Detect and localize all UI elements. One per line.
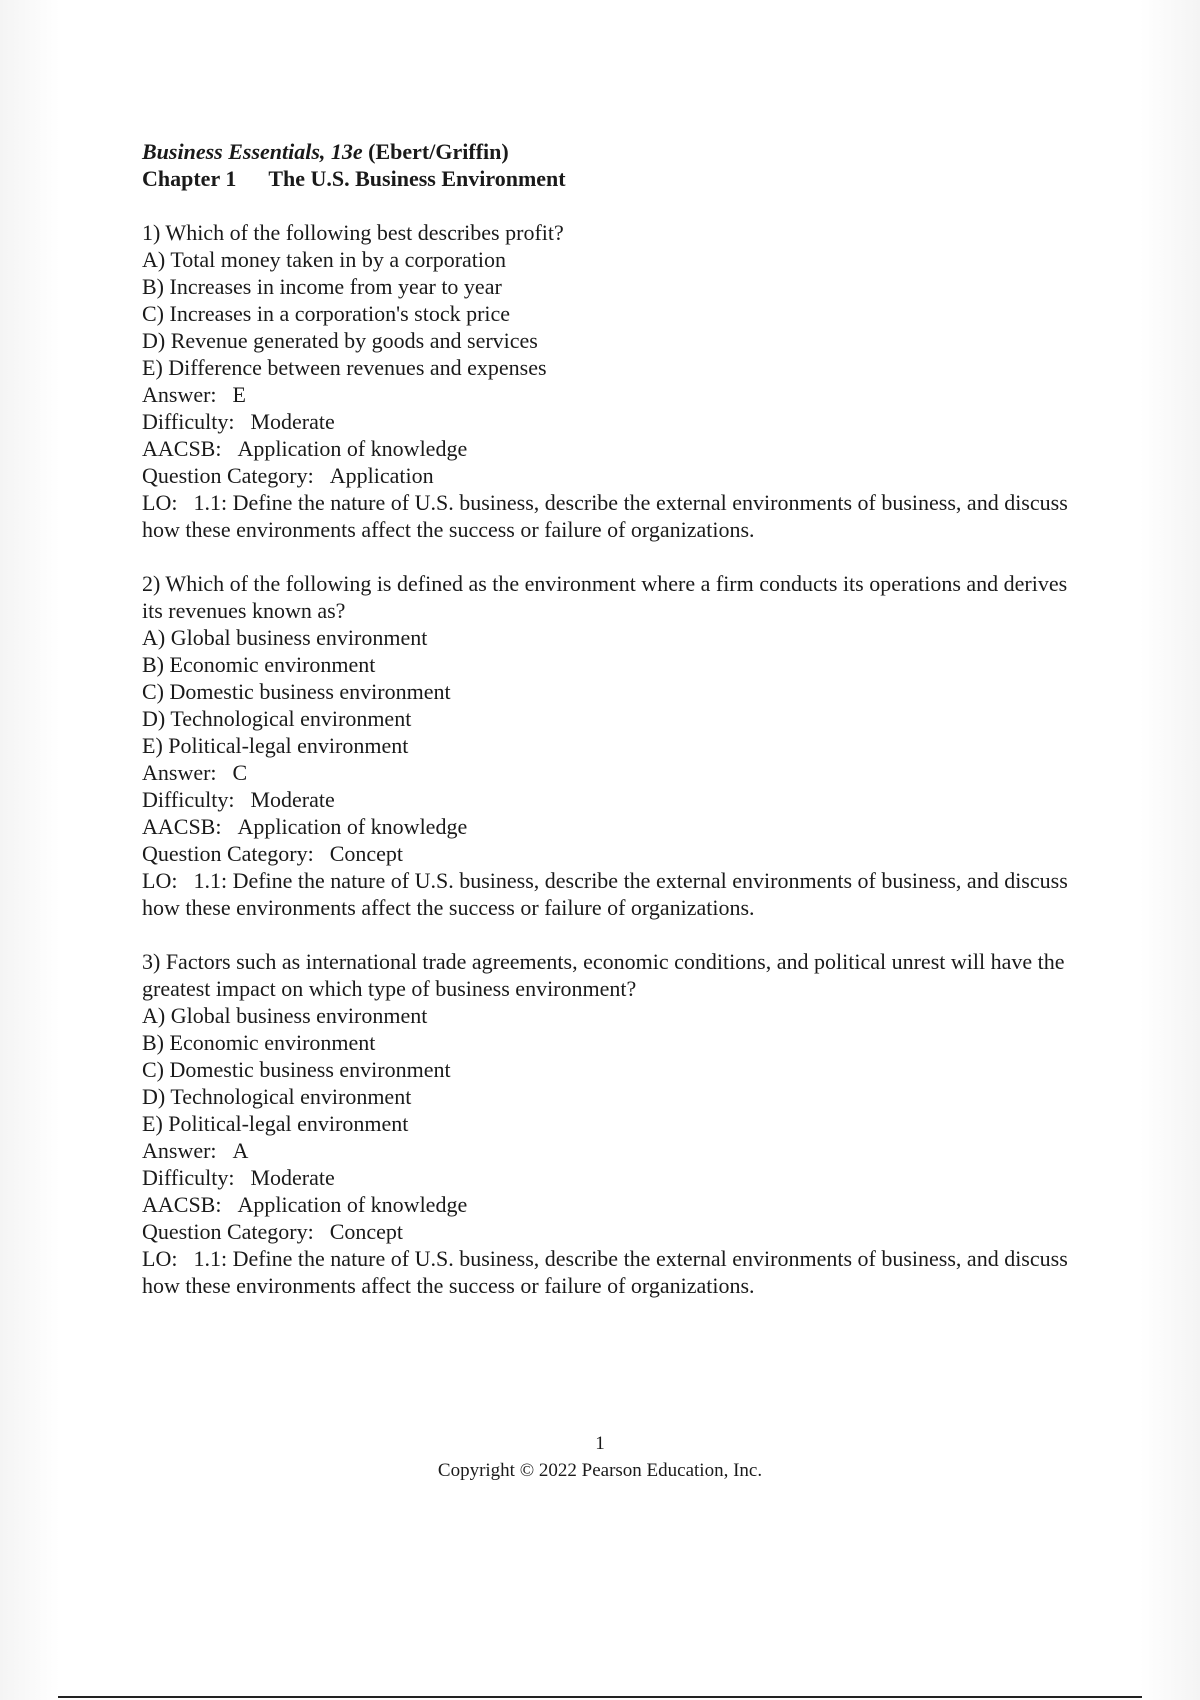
page-number: 1 xyxy=(595,1433,605,1454)
answer-line xyxy=(142,381,1082,408)
question-block xyxy=(142,570,1082,921)
book-title-line xyxy=(142,138,1082,165)
aacsb-label: AACSB: xyxy=(142,1192,222,1217)
answer-line xyxy=(142,1137,1082,1164)
question-stem: 1) Which of the following best describes profit? xyxy=(142,220,564,245)
aacsb-line xyxy=(142,813,1082,840)
lo-line xyxy=(142,867,1082,921)
category-label: Question Category: xyxy=(142,841,314,866)
category-value: Application xyxy=(329,463,434,488)
answer-option: A) Global business environment xyxy=(142,1003,428,1028)
lo-label: LO: xyxy=(142,490,178,515)
category-value: Concept xyxy=(329,1219,404,1244)
aacsb-label: AACSB: xyxy=(142,814,222,839)
answer-label: Answer: xyxy=(142,760,217,785)
answer-line xyxy=(142,759,1082,786)
answer-option: D) Revenue generated by goods and services xyxy=(142,328,538,353)
difficulty-label: Difficulty: xyxy=(142,787,235,812)
difficulty-line xyxy=(142,1164,1082,1191)
answer-label: Answer: xyxy=(142,1138,217,1163)
category-value: Concept xyxy=(329,841,404,866)
lo-label: LO: xyxy=(142,1246,178,1271)
category-label: Question Category: xyxy=(142,463,314,488)
aacsb-line xyxy=(142,435,1082,462)
answer-option: E) Difference between revenues and expenses xyxy=(142,355,547,380)
answer-label: Answer: xyxy=(142,382,217,407)
question-stem: 2) Which of the following is defined as the environment where a firm conducts its operations and derives its revenues known as? xyxy=(142,571,1073,623)
answer-option: C) Increases in a corporation's stock price xyxy=(142,301,511,326)
category-line xyxy=(142,462,1082,489)
question-block xyxy=(142,948,1082,1299)
page-content xyxy=(142,138,1082,1299)
answer-value: C xyxy=(232,760,248,785)
difficulty-value: Moderate xyxy=(250,409,335,434)
answer-option: B) Economic environment xyxy=(142,1030,376,1055)
answer-option: A) Total money taken in by a corporation xyxy=(142,247,507,272)
book-authors: (Ebert/Griffin) xyxy=(368,139,509,164)
lo-line xyxy=(142,489,1082,543)
chapter-heading xyxy=(142,165,1082,192)
question-block xyxy=(142,219,1082,543)
aacsb-value: Application of knowledge xyxy=(237,436,468,461)
answer-option: E) Political-legal environment xyxy=(142,733,409,758)
answer-option: D) Technological environment xyxy=(142,1084,412,1109)
answer-option: B) Economic environment xyxy=(142,652,376,677)
difficulty-line xyxy=(142,786,1082,813)
chapter-title: The U.S. Business Environment xyxy=(268,166,566,191)
chapter-label: Chapter 1 xyxy=(142,166,237,191)
difficulty-label: Difficulty: xyxy=(142,409,235,434)
answer-value: E xyxy=(232,382,246,407)
category-line xyxy=(142,1218,1082,1245)
answer-value: A xyxy=(232,1138,249,1163)
answer-option: B) Increases in income from year to year xyxy=(142,274,502,299)
bottom-divider xyxy=(58,1696,1142,1698)
aacsb-value: Application of knowledge xyxy=(237,814,468,839)
answer-option: A) Global business environment xyxy=(142,625,428,650)
lo-label: LO: xyxy=(142,868,178,893)
question-stem: 3) Factors such as international trade agreements, economic conditions, and political unrest will have the greatest impact on which type of business environment? xyxy=(142,949,1070,1001)
difficulty-label: Difficulty: xyxy=(142,1165,235,1190)
aacsb-line xyxy=(142,1191,1082,1218)
difficulty-value: Moderate xyxy=(250,1165,335,1190)
answer-option: C) Domestic business environment xyxy=(142,1057,451,1082)
aacsb-label: AACSB: xyxy=(142,436,222,461)
category-label: Question Category: xyxy=(142,1219,314,1244)
lo-value: 1.1: Define the nature of U.S. business, describe the external environments of business, and discuss how these environments affect the success or failure of organizations. xyxy=(142,1246,1074,1298)
lo-line xyxy=(142,1245,1082,1299)
copyright-notice: Copyright © 2022 Pearson Education, Inc. xyxy=(437,1460,763,1481)
difficulty-line xyxy=(142,408,1082,435)
lo-value: 1.1: Define the nature of U.S. business, describe the external environments of business, and discuss how these environments affect the success or failure of organizations. xyxy=(142,490,1074,542)
answer-option: C) Domestic business environment xyxy=(142,679,451,704)
answer-option: E) Political-legal environment xyxy=(142,1111,409,1136)
lo-value: 1.1: Define the nature of U.S. business, describe the external environments of business, and discuss how these environments affect the success or failure of organizations. xyxy=(142,868,1074,920)
difficulty-value: Moderate xyxy=(250,787,335,812)
aacsb-value: Application of knowledge xyxy=(237,1192,468,1217)
answer-option: D) Technological environment xyxy=(142,706,412,731)
book-title: Business Essentials, 13e xyxy=(142,139,363,164)
category-line xyxy=(142,840,1082,867)
